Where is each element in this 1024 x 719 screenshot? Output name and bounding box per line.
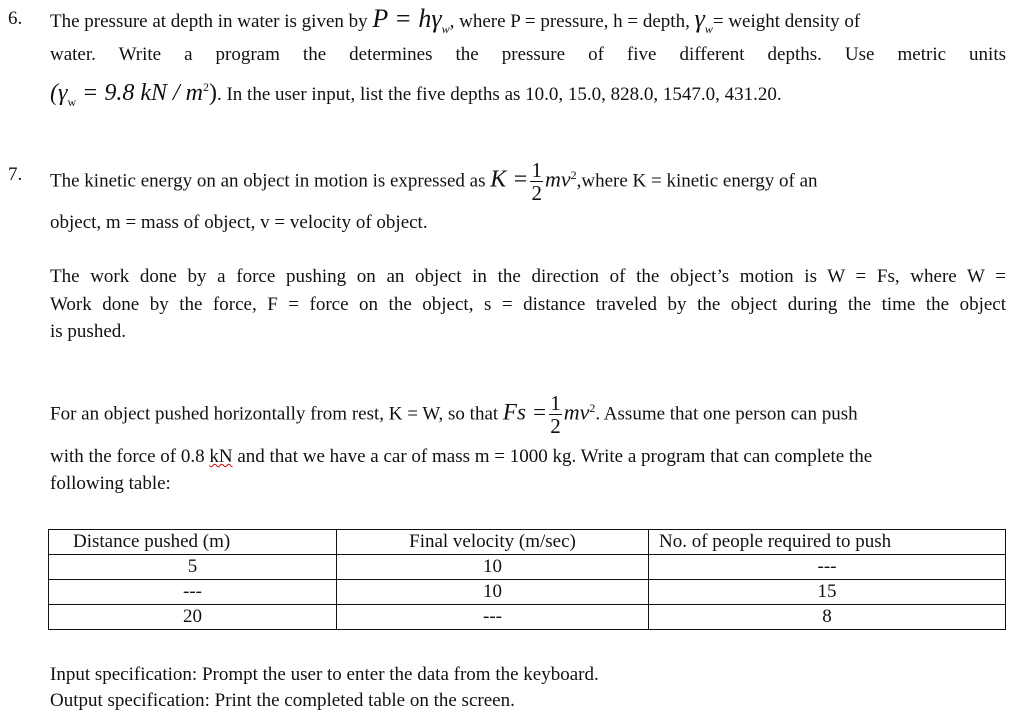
- equation: = 9.8 kN / m: [76, 80, 203, 106]
- table-cell: 10: [337, 580, 649, 605]
- table-cell: ---: [337, 605, 649, 630]
- equation: Fs =: [502, 399, 548, 425]
- push-para-line-1: [50, 383, 1006, 439]
- table-cell: 15: [649, 580, 1006, 605]
- header-velocity: Final velocity (m/sec): [337, 530, 649, 555]
- table-cell: ---: [649, 555, 1006, 580]
- q7-line-1: [50, 150, 1006, 206]
- q6-line-2: water. Write a program the determines the pressure of five different depths. Use metric units: [50, 44, 1006, 65]
- text: The kinetic energy on an object in motion is expressed as: [50, 170, 486, 192]
- text: = weight density of: [712, 11, 861, 32]
- fraction: [549, 392, 562, 437]
- equation: mv: [544, 166, 571, 192]
- gamma-symbol: [694, 4, 713, 37]
- superscript: 2: [589, 401, 596, 415]
- work-para-line-3: is pushed.: [50, 321, 126, 342]
- question-number: 6.: [8, 8, 23, 29]
- table-header-row: [49, 530, 1006, 555]
- table-cell: 10: [337, 555, 649, 580]
- push-para-line-3: following table:: [50, 473, 171, 494]
- spellcheck-word: kN: [209, 446, 233, 467]
- table-cell: ---: [49, 580, 337, 605]
- text: , where P = pressure, h = depth,: [449, 11, 690, 32]
- subscript: w: [704, 22, 713, 37]
- table-row: [49, 605, 1006, 630]
- text: with the force of 0.8: [50, 446, 205, 467]
- text: For an object pushed horizontally from rest, K = W, so that: [50, 403, 499, 425]
- output-specification: Output specification: Print the completed table on the screen.: [50, 690, 515, 711]
- text: The pressure at depth in water is given by: [50, 11, 368, 32]
- equation: K =: [490, 166, 529, 193]
- numerator: 1: [531, 158, 542, 183]
- question-number: 7.: [8, 164, 23, 185]
- equation: mv: [563, 399, 590, 425]
- table-cell: 8: [649, 605, 1006, 630]
- q7-line-2: object, m = mass of object, v = velocity of object.: [50, 212, 428, 233]
- input-specification: Input specification: Prompt the user to enter the data from the keyboard.: [50, 664, 599, 685]
- superscript: 2: [202, 80, 209, 94]
- work-para-line-1: The work done by a force pushing on an object in the direction of the object’s motion is W = Fs, where W =: [50, 266, 1006, 287]
- table-row: [49, 580, 1006, 605]
- superscript: 2: [570, 168, 577, 182]
- push-para-line-2: [50, 446, 1006, 468]
- table-cell: 20: [49, 605, 337, 630]
- q6-line-1: [50, 4, 1006, 40]
- equation: (γ: [50, 80, 68, 106]
- symbol: γ: [694, 4, 705, 33]
- push-table: [48, 529, 1006, 630]
- work-para-line-2: Work done by the force, F = force on the object, s = distance traveled by the object during the time the object: [50, 294, 1006, 315]
- paren: ): [208, 80, 217, 106]
- equation: P = hγ: [372, 4, 442, 33]
- text: and that we have a car of mass m = 1000 kg. Write a program that can complete the: [237, 446, 873, 467]
- fraction: [530, 159, 543, 204]
- subscript: w: [441, 22, 450, 37]
- text: . In the user input, list the five depths as 10.0, 15.0, 828.0, 1547.0, 431.20.: [216, 84, 782, 105]
- table-cell: 5: [49, 555, 337, 580]
- text: ,where K = kinetic energy of an: [576, 170, 818, 192]
- subscript: w: [67, 94, 77, 109]
- q6-line-3: [50, 76, 1006, 113]
- pressure-equation: [372, 4, 450, 37]
- header-distance: Distance pushed (m): [49, 530, 337, 555]
- denominator: 2: [550, 414, 561, 439]
- denominator: 2: [531, 181, 542, 206]
- table-row: [49, 555, 1006, 580]
- text: . Assume that one person can push: [595, 403, 858, 425]
- header-people: No. of people required to push: [649, 530, 1006, 555]
- numerator: 1: [550, 391, 561, 416]
